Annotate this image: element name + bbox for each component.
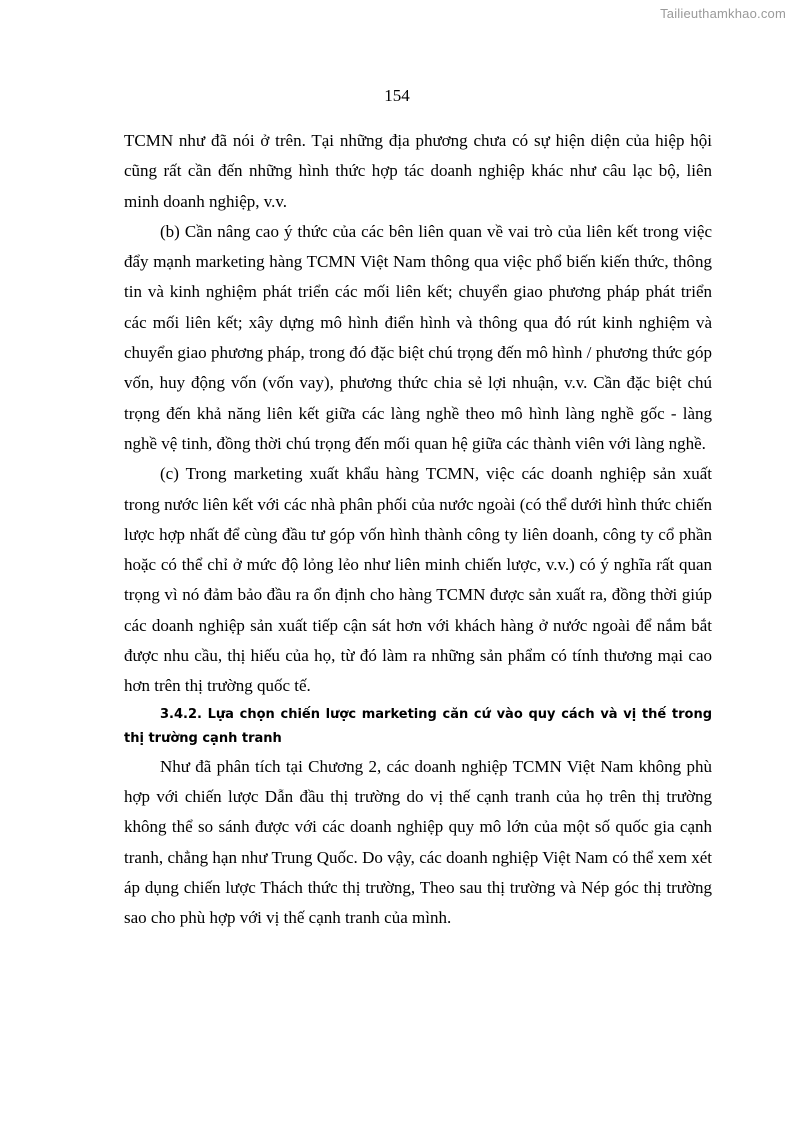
document-body	[124, 126, 712, 933]
section-heading-3-4-2: 3.4.2. Lựa chọn chiến lược marketing căn cứ vào quy cách và vị thế trong thị trường cạnh tranh	[124, 706, 712, 746]
watermark-text: Tailieuthamkhao.com	[660, 6, 786, 21]
paragraph-section-body: Như đã phân tích tại Chương 2, các doanh nghiệp TCMN Việt Nam không phù hợp với chiến lược Dẫn đầu thị trường do vị thế cạnh tranh của họ trên thị trường không thể so sánh được với các doanh nghiệp quy mô lớn của một số quốc gia cạnh tranh, chẳng hạn như Trung Quốc. Do vậy, các doanh nghiệp Việt Nam có thể xem xét áp dụng chiến lược Thách thức thị trường, Theo sau thị trường và Nép góc thị trường sao cho phù hợp với vị thế cạnh tranh của mình.	[124, 756, 712, 928]
paragraph-b: (b) Cần nâng cao ý thức của các bên liên quan về vai trò của liên kết trong việc đẩy mạnh marketing hàng TCMN Việt Nam thông qua việc phổ biến kiến thức, thông tin và kinh nghiệm phát triển các mối liên kết; chuyển giao phương pháp phát triển các mối liên kết; xây dựng mô hình điển hình và thông qua đó rút kinh nghiệm và chuyển giao phương pháp, trong đó đặc biệt chú trọng đến mô hình / phương thức góp vốn, huy động vốn (vốn vay), phương thức chia sẻ lợi nhuận, v.v. Cần đặc biệt chú trọng đến khả năng liên kết giữa các làng nghề theo mô hình làng nghề gốc - làng nghề vệ tinh, đồng thời chú trọng đến mối quan hệ giữa các thành viên với làng nghề.	[124, 221, 712, 453]
page-number: 154	[384, 86, 410, 105]
paragraph-continuation: TCMN như đã nói ở trên. Tại những địa phương chưa có sự hiện diện của hiệp hội cũng rất cần đến những hình thức hợp tác doanh nghiệp khác như câu lạc bộ, liên minh doanh nghiệp, v.v.	[124, 131, 712, 211]
paragraph-c: (c) Trong marketing xuất khẩu hàng TCMN, việc các doanh nghiệp sản xuất trong nước liên kết với các nhà phân phối của nước ngoài (có thể dưới hình thức chiến lược hợp nhất để cùng đầu tư góp vốn hình thành công ty liên doanh, công ty cổ phần hoặc có thể chỉ ở mức độ lỏng lẻo như liên minh chiến lược, v.v.) có ý nghĩa rất quan trọng vì nó đảm bảo đầu ra ổn định cho hàng TCMN được sản xuất ra, đồng thời giúp các doanh nghiệp sản xuất tiếp cận sát hơn với khách hàng ở nước ngoài để nắm bắt được nhu cầu, thị hiếu của họ, từ đó làm ra những sản phẩm có tính thương mại cao hơn trên thị trường quốc tế.	[124, 464, 712, 696]
